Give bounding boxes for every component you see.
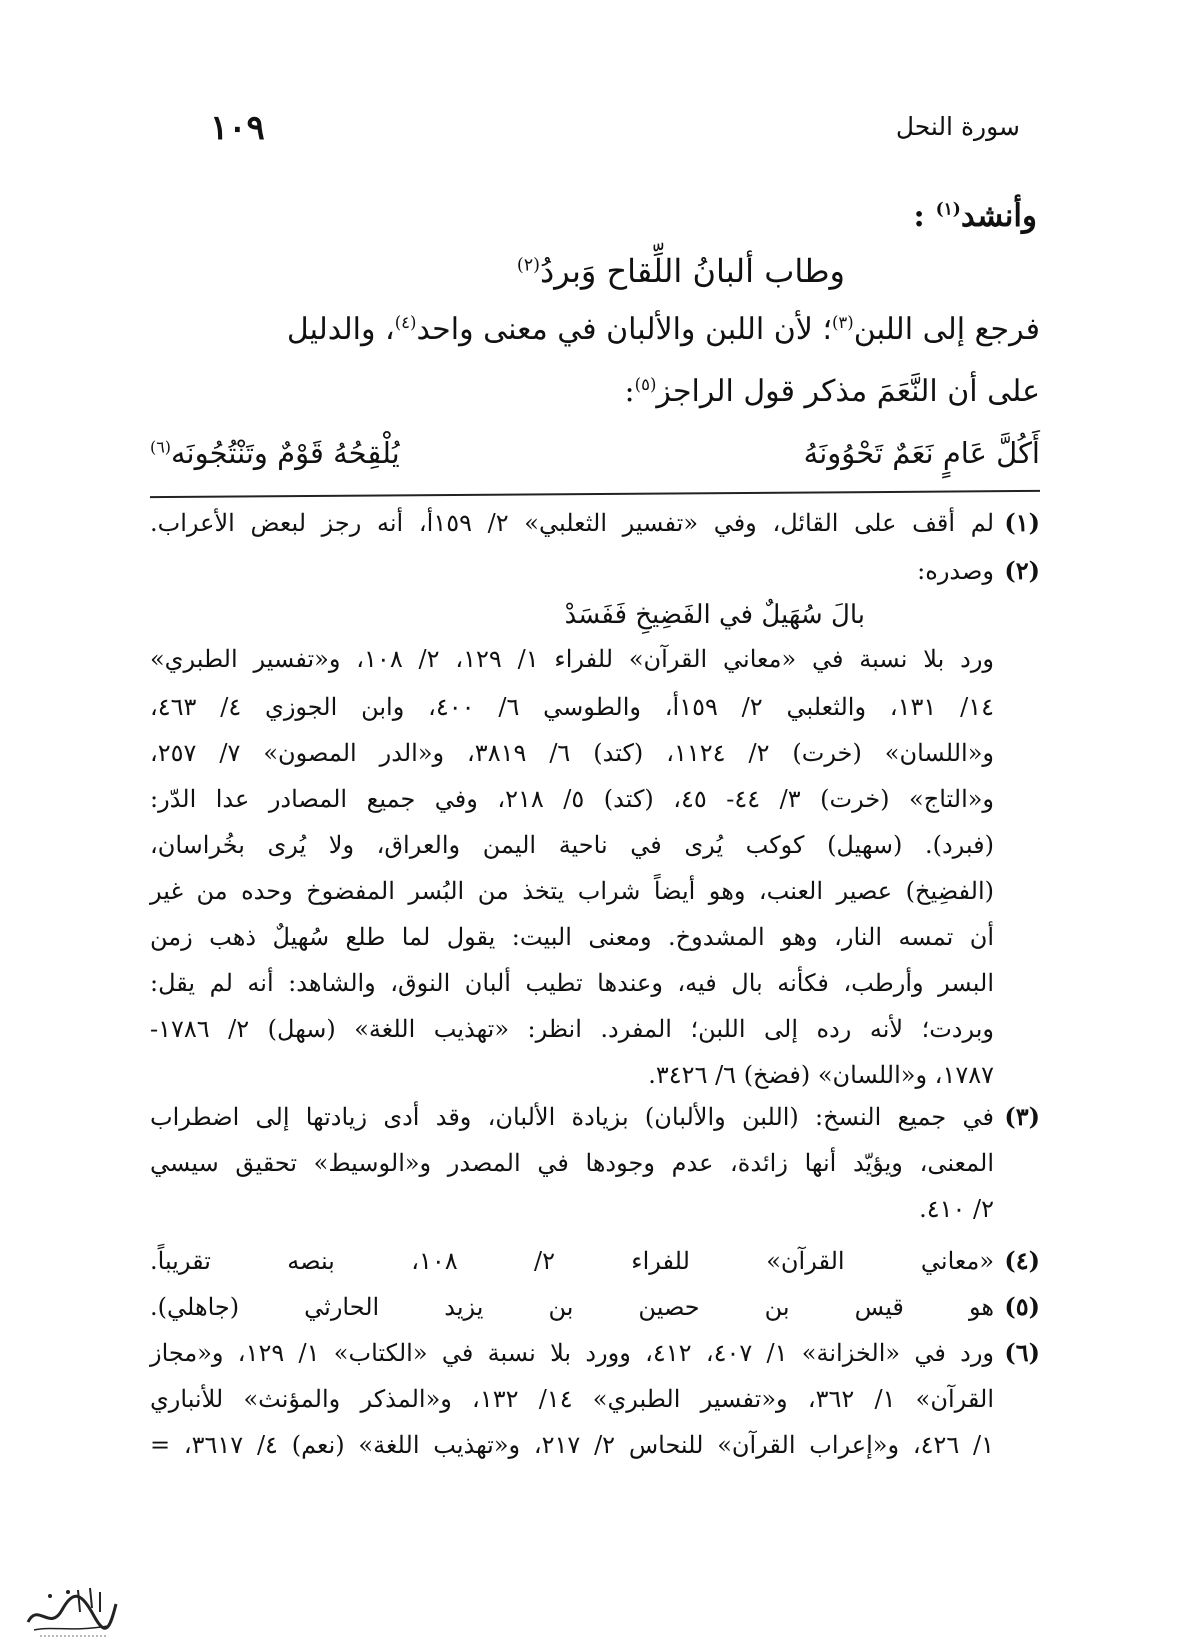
footnote-line: ٢/ ٤١٠. — [919, 1195, 994, 1223]
footnote-number: (٣) — [1004, 1102, 1040, 1131]
footnote-3 — [150, 1094, 1040, 1234]
footnote-ref: (١) — [935, 199, 961, 220]
footnote-number: (٢) — [1004, 556, 1040, 585]
main-text-segment: ، والدليل — [286, 312, 395, 347]
footnote-line: ١٧٨٧، و«اللسان» (فضخ) ٦/ ٣٤٢٦. — [648, 1061, 994, 1089]
footnote-line: ١٤/ ١٣١، والثعلبي ٢/ ١٥٩أ، والطوسي ٦/ ٤٠٠، وابن الجوزي ٤/ ٤٦٣، — [150, 693, 994, 721]
main-text-segment: ؛ لأن اللبن والألبان في معنى واحد — [416, 312, 832, 347]
footnote-line: و«اللسان» (خرت) ٢/ ١١٢٤، (كتد) ٦/ ٣٨١٩، و«الدر المصون» ٧/ ٢٥٧، — [150, 739, 994, 767]
footnote-ref: (٥) — [634, 375, 657, 394]
verse-hemistich-2: يُلْقِحُهُ قَوْمٌ وتَنْتُجُونَه — [171, 436, 400, 470]
verse-hemistich-1: أَكُلَّ عَامٍ نَعَمٌ تَحْوُونَهُ — [803, 436, 1040, 470]
main-text-segment: على أن النَّعَمَ مذكر قول الراجز — [656, 374, 1040, 409]
anshad-word: وأنشد — [960, 198, 1037, 234]
footnote-line: البسر وأرطب، فكأنه بال فيه، وعندها تطيب ألبان النوق، والشاهد: أنه لم يقل: — [150, 969, 994, 997]
footnote-number: (٦) — [1004, 1338, 1040, 1367]
footnote-intro: وصدره: — [917, 557, 994, 585]
main-text-line-1 — [150, 312, 1040, 347]
footnote-number: (١) — [1004, 508, 1040, 537]
page-number: ١٠٩ — [210, 108, 265, 148]
footnote-line: (الفضِيخ) عصير العنب، وهو أيضاً شراب يتخذ من البُسر المفضوخ وحده من غير — [150, 877, 994, 905]
footnote-line: في جميع النسخ: (اللبن والألبان) بزيادة الألبان، وقد أدى زيادتها إلى اضطراب — [150, 1103, 994, 1131]
main-text-segment: فرجع إلى اللبن — [853, 312, 1040, 347]
footnote-line: وبردت؛ لأنه رده إلى اللبن؛ المفرد. انظر: «تهذيب اللغة» (سهل) ٢/ ١٧٨٦- — [150, 1015, 994, 1043]
footnote-ref: (٣) — [831, 313, 854, 332]
footnote-body — [150, 1094, 994, 1234]
footnote-line: القرآن» ١/ ٣٦٢، و«تفسير الطبري» ١٤/ ١٣٢، و«المذكر والمؤنث» للأنباري — [150, 1385, 995, 1413]
verse-text: وطاب ألبانُ اللِّقاح وَبردُ — [540, 252, 845, 290]
footnote-verse: بالَ سُهَيلٌ في الفَضِيخِ فَفَسَدْ — [564, 600, 865, 630]
footnote-6 — [150, 1330, 1040, 1470]
footnote-number: (٥) — [1004, 1292, 1040, 1321]
footnote-ref: (٦) — [150, 437, 171, 457]
footnote-1 — [150, 500, 1040, 546]
footnote-line: ورد بلا نسبة في «معاني القرآن» للفراء ١/ ١٢٩، ٢/ ١٠٨، و«تفسير الطبري» — [150, 645, 994, 673]
footnote-line: (فبرد). (سهيل) كوكب يُرى في ناحية اليمن والعراق، ولا يُرى بخُراسان، — [150, 831, 994, 859]
footnote-line: و«التاج» (خرت) ٣/ ٤٤- ٤٥، (كتد) ٥/ ٢١٨، وفي جميع المصادر عدا الدّر: — [150, 785, 995, 813]
footnote-line: المعنى، ويؤيّد أنها زائدة، عدم وجودها في المصدر و«الوسيط» تحقيق سيسي — [150, 1149, 994, 1177]
footnote-line: أن تمسه النار، وهو المشدوخ. ومعنى البيت: يقول لما طلع سُهيلٌ ذهب زمن — [150, 923, 994, 951]
footnote-text: لم أقف على القائل، وفي «تفسير الثعلبي» ٢/ ١٥٩أ، أنه رجز لبعض الأعراب. — [150, 509, 995, 537]
footnote-4 — [150, 1238, 1040, 1284]
main-text-segment: : — [624, 374, 635, 409]
footnote-ref: (٢) — [516, 255, 541, 276]
calligraphy-stamp-logo — [20, 1582, 120, 1642]
footnote-separator — [150, 490, 1040, 498]
footnote-line: ورد في «الخزانة» ١/ ٤٠٧، ٤١٢، وورد بلا نسبة في «الكتاب» ١/ ١٢٩، و«مجاز — [150, 1339, 995, 1367]
anshad-colon: : — [913, 198, 925, 234]
anshad-line — [913, 198, 1037, 234]
verse-line-1 — [517, 252, 845, 290]
main-text-line-2 — [150, 374, 1040, 409]
verse-line-2 — [150, 436, 1040, 470]
footnote-body — [150, 1330, 994, 1470]
footnote-line: ١/ ٤٢٦، و«إعراب القرآن» للنحاس ٢/ ٢١٧، و«تهذيب اللغة» (نعم) ٤/ ٣٦١٧، = — [150, 1431, 995, 1459]
verse-hemistich-2-wrap — [150, 436, 400, 470]
footnote-text: هو قيس بن حصين بن يزيد الحارثي (جاهلي). — [150, 1293, 994, 1321]
footnote-number: (٤) — [1004, 1246, 1040, 1275]
footnote-text: «معاني القرآن» للفراء ٢/ ١٠٨، بنصه تقريباً. — [150, 1247, 995, 1275]
footnote-ref: (٤) — [394, 313, 417, 332]
running-header-surah: سورة النحل — [895, 112, 1020, 141]
footnote-5 — [150, 1284, 1040, 1330]
